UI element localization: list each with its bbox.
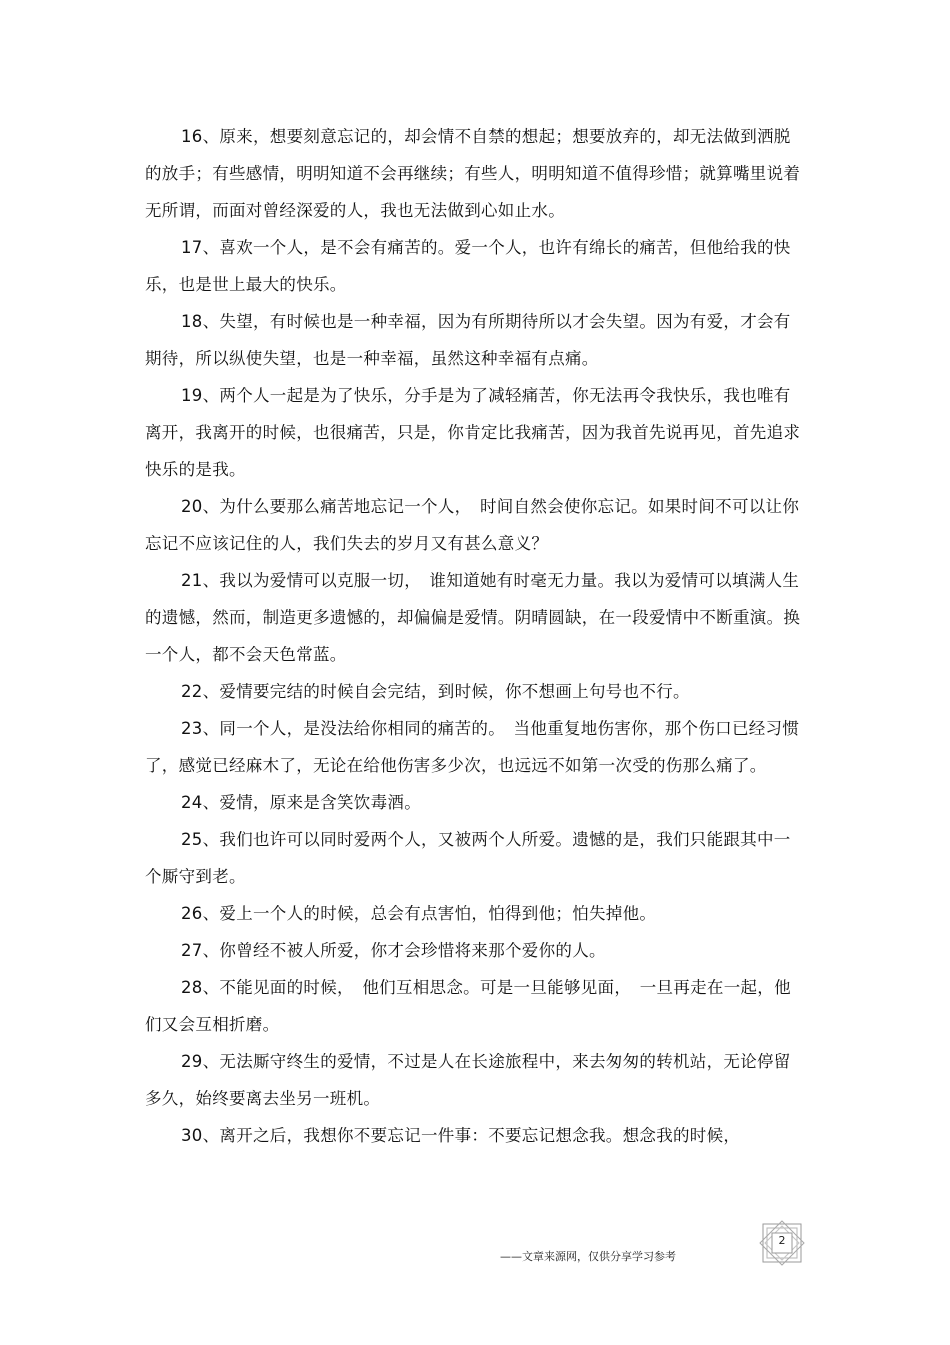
paragraph-27: 27、你曾经不被人所爱，你才会珍惜将来那个爱你的人。 xyxy=(181,941,606,960)
paragraph-25: 25、我们也许可以同时爱两个人，又被两个人所爱。遗憾的是，我们只能跟其中一个厮守到老。 xyxy=(145,830,791,886)
footer-source-note: ——文章来源网，仅供分享学习参考 xyxy=(500,1250,676,1263)
document-body xyxy=(145,118,805,1154)
paragraph-24: 24、爱情，原来是含笑饮毒酒。 xyxy=(181,793,421,812)
paragraph-26: 26、爱上一个人的时候，总会有点害怕，怕得到他；怕失掉他。 xyxy=(181,904,657,923)
paragraph-21: 21、我以为爱情可以克服一切， 谁知道她有时毫无力量。我以为爱情可以填满人生的遗憾，然而，制造更多遗憾的，却偏偏是爱情。阴晴圆缺，在一段爱情中不断重演。换一个人，都不会天色常蓝。 xyxy=(145,571,801,664)
paragraph-17: 17、喜欢一个人，是不会有痛苦的。爱一个人，也许有绵长的痛苦，但他给我的快乐，也是世上最大的快乐。 xyxy=(145,238,791,294)
paragraph-22: 22、爱情要完结的时候自会完结，到时候，你不想画上句号也不行。 xyxy=(181,682,690,701)
paragraph-19: 19、两个人一起是为了快乐，分手是为了减轻痛苦，你无法再令我快乐，我也唯有离开，我离开的时候，也很痛苦，只是，你肯定比我痛苦，因为我首先说再见，首先追求快乐的是我。 xyxy=(145,386,801,479)
paragraph-30: 30、离开之后，我想你不要忘记一件事：不要忘记想念我。想念我的时候， xyxy=(181,1126,741,1145)
paragraph-28: 28、不能见面的时候， 他们互相思念。可是一旦能够见面， 一旦再走在一起，他们又会互相折磨。 xyxy=(145,978,791,1034)
page-number: 2 xyxy=(778,1234,786,1247)
paragraph-29: 29、无法厮守终生的爱情，不过是人在长途旅程中，来去匆匆的转机站，无论停留多久，始终要离去坐另一班机。 xyxy=(145,1052,791,1108)
page-number-badge xyxy=(759,1220,805,1266)
paragraph-16: 16、原来，想要刻意忘记的，却会情不自禁的想起；想要放弃的，却无法做到洒脱的放手；有些感情，明明知道不会再继续；有些人，明明知道不值得珍惜；就算嘴里说着无所谓，而面对曾经深爱的人，我也无法做到心如止水。 xyxy=(145,127,801,220)
paragraph-18: 18、失望，有时候也是一种幸福，因为有所期待所以才会失望。因为有爱，才会有期待，所以纵使失望，也是一种幸福，虽然这种幸福有点痛。 xyxy=(145,312,791,368)
paragraph-23: 23、同一个人，是没法给你相同的痛苦的。 当他重复地伤害你，那个伤口已经习惯了，感觉已经麻木了，无论在给他伤害多少次，也远远不如第一次受的伤那么痛了。 xyxy=(145,719,800,775)
paragraph-20: 20、为什么要那么痛苦地忘记一个人， 时间自然会使你忘记。如果时间不可以让你忘记不应该记住的人，我们失去的岁月又有甚么意义？ xyxy=(145,497,800,553)
